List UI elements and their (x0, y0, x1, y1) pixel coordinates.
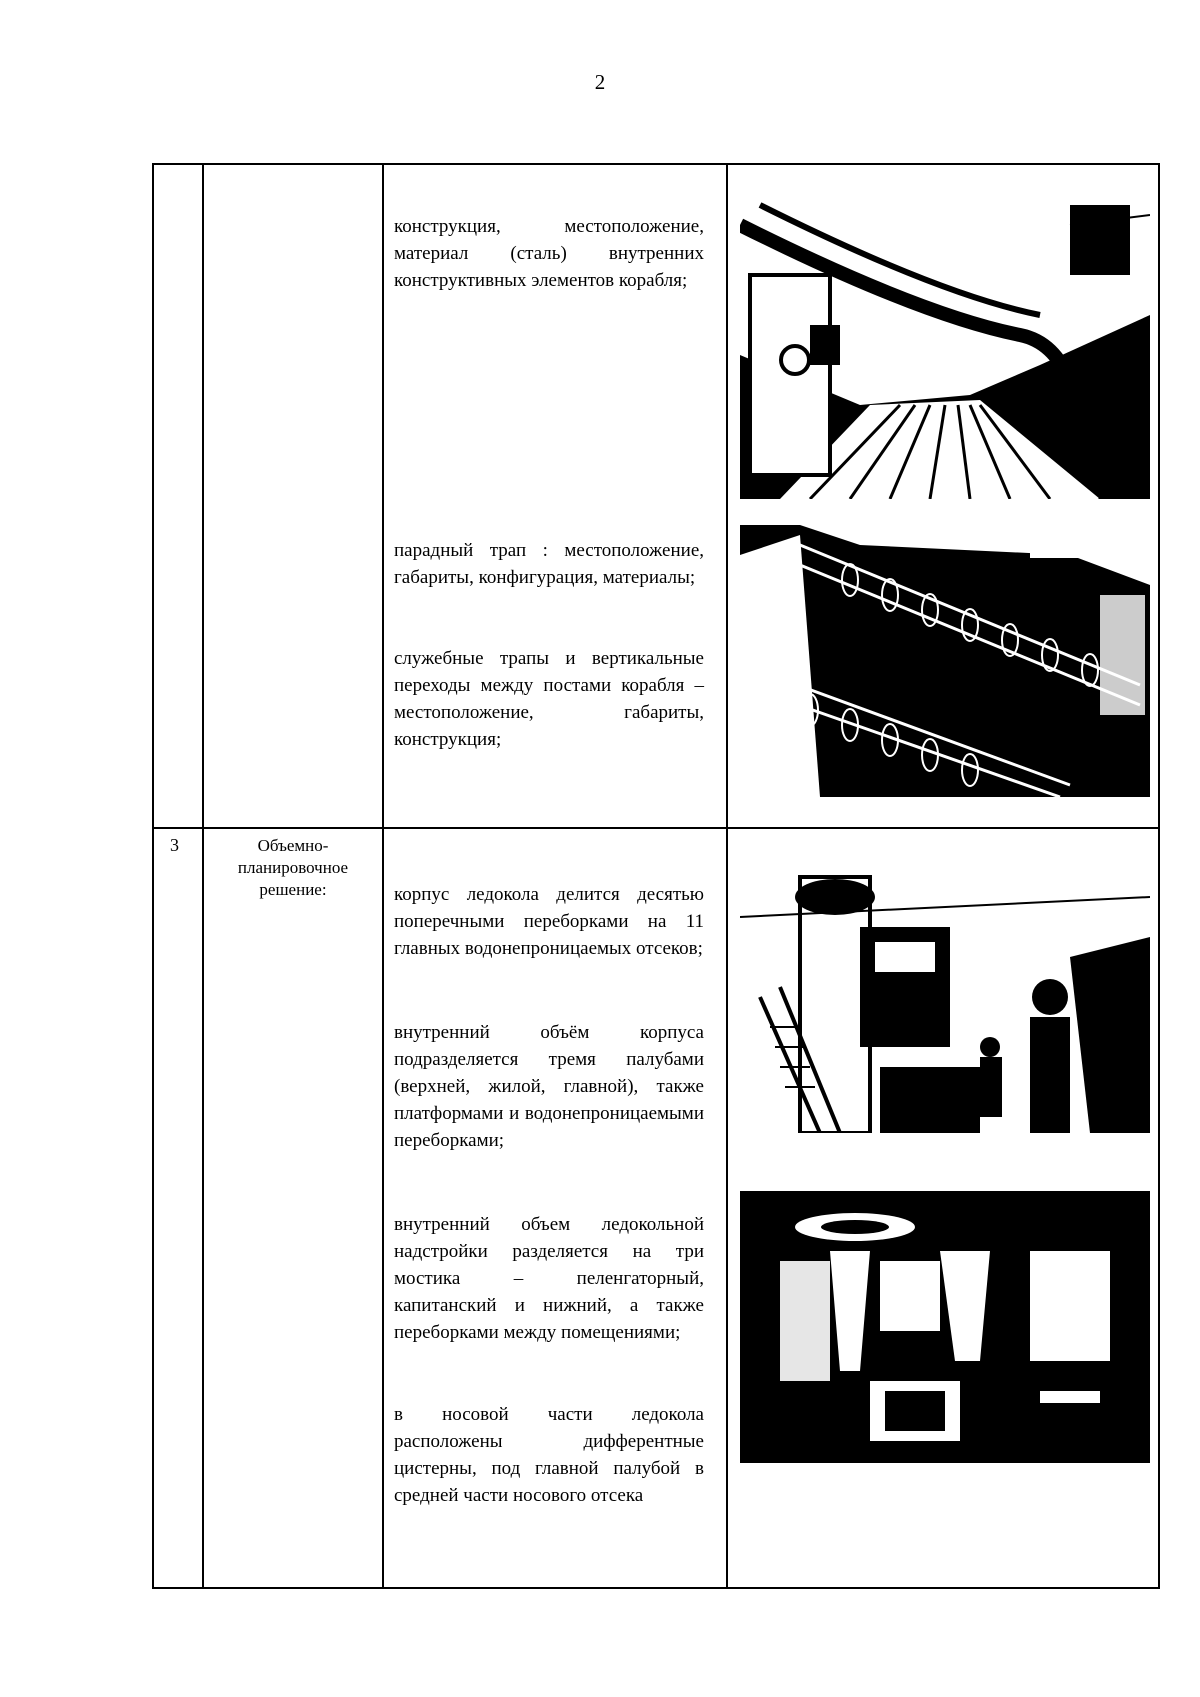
paragraph: внутренний объём корпуса подразделяется тремя палубами (верхней, жилой, главной), также платформами и водонепроницаемыми переборками; (394, 1022, 704, 1151)
row-number: 3 (170, 835, 179, 855)
paragraph: внутренний объем ледокольной надстройки разделяется на три мостика – пеленгаторный, капитанский и нижний, а также переборками между помещениями; (394, 1214, 704, 1343)
row-name-cell (203, 828, 383, 1588)
row-name-line: решение: (259, 880, 327, 899)
row-name-cell (203, 164, 383, 828)
ship-interior-room-photo (740, 1191, 1150, 1463)
table-row (153, 828, 1159, 1588)
row-name-line: Объемно- (257, 836, 329, 855)
photo-cell (727, 164, 1159, 828)
paragraph: парадный трап : местоположение, габариты, конфигурация, материалы; (394, 540, 704, 588)
row-name (204, 829, 382, 901)
row-name (204, 165, 382, 171)
paragraph: конструкция, местоположение, материал (сталь) внутренних конструктивных элементов корабля; (394, 216, 704, 291)
row-number-cell (153, 164, 203, 828)
page-number: 2 (594, 70, 606, 94)
ship-deck-walkway-photo (740, 195, 1150, 499)
table-row (153, 164, 1159, 828)
paragraph: корпус ледокола делится десятью поперечными переборками на 11 главных водонепроницаемых отсеков; (394, 884, 704, 959)
ornamental-staircase-photo (740, 525, 1150, 797)
paragraph: в носовой части ледокола расположены дифферентные цистерны, под главной палубой в средней части носового отсека (394, 1404, 704, 1506)
paragraph: служебные трапы и вертикальные переходы между постами корабля – местоположение, габариты, конструкция; (394, 648, 704, 750)
photo-cell (727, 828, 1159, 1588)
description-cell (383, 828, 727, 1588)
ship-superstructure-visitors-photo (740, 857, 1150, 1133)
row-name-line: планировочное (237, 858, 349, 877)
description-cell (383, 164, 727, 828)
document-table (152, 163, 1160, 1589)
row-number-cell (153, 828, 203, 1588)
